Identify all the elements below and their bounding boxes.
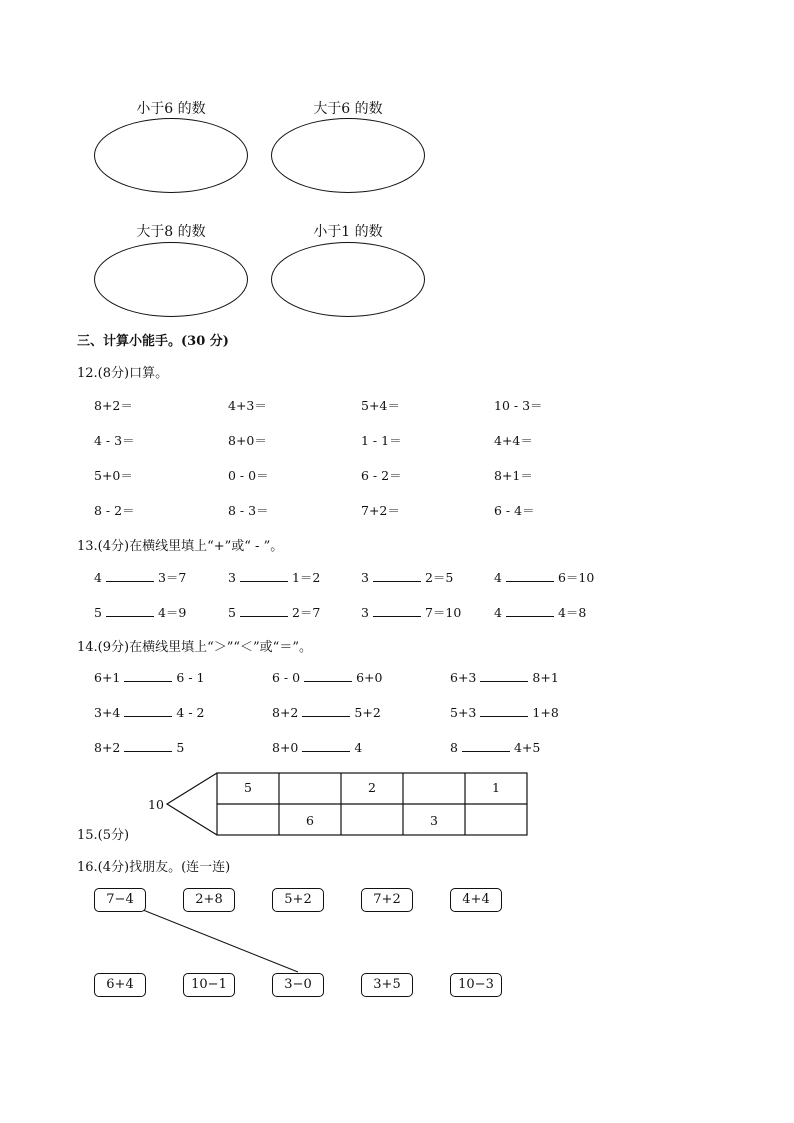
q12-item: 8 - 3＝ <box>228 503 269 518</box>
q14-item: 5+3 1+8 <box>450 705 559 720</box>
section-title: 三、计算小能手。(30 分) <box>77 334 229 349</box>
q14-item: 6+1 6 - 1 <box>94 670 205 685</box>
q14-title: 14.(9分)在横线里填上“＞”“＜”或“＝”。 <box>77 640 312 655</box>
q16-bottom-card[interactable]: 6+4 <box>94 973 146 997</box>
q13-item: 4 6＝10 <box>494 570 595 585</box>
q16-top-card[interactable]: 5+2 <box>272 888 324 912</box>
q15-cell-top: 2 <box>368 780 376 795</box>
q14-item: 3+4 4 - 2 <box>94 705 205 720</box>
q13-item: 4 4＝8 <box>494 605 587 620</box>
q13-item: 3 7＝10 <box>361 605 462 620</box>
q12-item: 4+3＝ <box>228 398 267 413</box>
q16-title: 16.(4分)找朋友。(连一连) <box>77 860 231 875</box>
q16-top-card[interactable]: 4+4 <box>450 888 502 912</box>
q12-item: 8+1＝ <box>494 468 533 483</box>
q16-bottom-card[interactable]: 3+5 <box>361 973 413 997</box>
q13-item: 3 1＝2 <box>228 570 321 585</box>
q13-item: 3 2＝5 <box>361 570 454 585</box>
q15-cell-bottom: 6 <box>306 813 314 828</box>
q13-title: 13.(4分)在横线里填上“+”或“ - ”。 <box>77 539 284 554</box>
q15-arrow-lines <box>167 773 217 835</box>
q12-title: 12.(8分)口算。 <box>77 366 169 381</box>
q12-item: 8+0＝ <box>228 433 267 448</box>
q14-item: 8+2 5+2 <box>272 705 381 720</box>
q14-item: 8+0 4 <box>272 740 363 755</box>
set-label-greater-than-6: 大于6 的数 <box>313 101 383 117</box>
q15-title: 15.(5分) <box>77 828 130 843</box>
q15-total: 10 <box>148 797 164 812</box>
set-label-less-than-6: 小于6 的数 <box>136 101 206 117</box>
q15-cell-bottom: 3 <box>430 813 438 828</box>
q15-cell-top: 1 <box>492 780 500 795</box>
q16-top-card[interactable]: 7+2 <box>361 888 413 912</box>
q12-item: 10 - 3＝ <box>494 398 543 413</box>
q13-item: 4 3＝7 <box>94 570 187 585</box>
q14-item: 6+3 8+1 <box>450 670 559 685</box>
q16-bottom-card[interactable]: 10−3 <box>450 973 502 997</box>
q16-top-card[interactable]: 7−4 <box>94 888 146 912</box>
q12-item: 0 - 0＝ <box>228 468 269 483</box>
q12-item: 4 - 3＝ <box>94 433 135 448</box>
q14-item: 6 - 0 6+0 <box>272 670 383 685</box>
q16-bottom-card[interactable]: 10−1 <box>183 973 235 997</box>
q14-item: 8+2 5 <box>94 740 185 755</box>
q16-top-card[interactable]: 2+8 <box>183 888 235 912</box>
set-label-greater-than-8: 大于8 的数 <box>136 224 206 240</box>
q12-item: 6 - 2＝ <box>361 468 402 483</box>
q12-item: 1 - 1＝ <box>361 433 402 448</box>
q13-item: 5 4＝9 <box>94 605 187 620</box>
q12-item: 8 - 2＝ <box>94 503 135 518</box>
q12-item: 6 - 4＝ <box>494 503 535 518</box>
q12-item: 8+2＝ <box>94 398 133 413</box>
set-label-less-than-1: 小于1 的数 <box>313 224 383 240</box>
q12-item: 5+4＝ <box>361 398 400 413</box>
q13-item: 5 2＝7 <box>228 605 321 620</box>
q12-item: 7+2＝ <box>361 503 400 518</box>
q12-item: 5+0＝ <box>94 468 133 483</box>
q16-bottom-card[interactable]: 3−0 <box>272 973 324 997</box>
q14-item: 8 4+5 <box>450 740 541 755</box>
q12-item: 4+4＝ <box>494 433 533 448</box>
q15-cell-top: 5 <box>244 780 252 795</box>
